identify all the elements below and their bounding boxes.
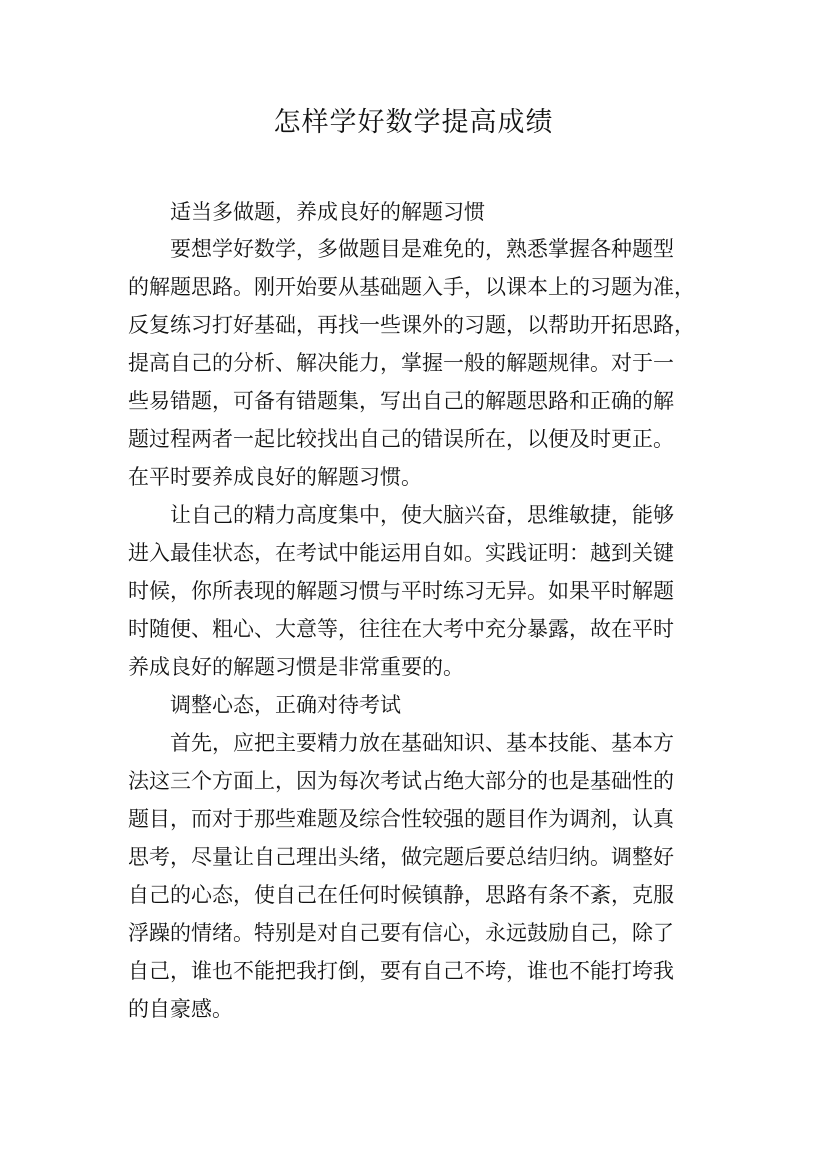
paragraph-line: 首先，应把主要精力放在基础知识、基本技能、基本方 [170,731,674,755]
paragraph-line: 时随便、粗心、大意等，往往在大考中充分暴露，故在平时 [128,617,674,641]
paragraph-line: 的自豪感。 [128,997,233,1021]
paragraph-line: 的解题思路。刚开始要从基础题入手，以课本上的习题为准， [128,275,695,299]
paragraph-line: 反复练习打好基础，再找一些课外的习题，以帮助开拓思路， [128,313,695,337]
paragraph-line: 要想学好数学，多做题目是难免的，熟悉掌握各种题型 [170,237,674,261]
paragraph-line: 进入最佳状态，在考试中能运用自如。实践证明：越到关键 [128,541,674,565]
document-title: 怎样学好数学提高成绩 [273,107,554,138]
paragraph-line: 题过程两者一起比较找出自己的错误所在，以便及时更正。 [128,427,674,451]
section-heading-2: 调整心态，正确对待考试 [170,693,401,717]
paragraph-line: 自己的心态，使自己在任何时候镇静，思路有条不紊，克服 [128,883,674,907]
paragraph-line: 思考，尽量让自己理出头绪，做完题后要总结归纳。调整好 [128,845,674,869]
paragraph-line: 些易错题，可备有错题集，写出自己的解题思路和正确的解 [128,389,674,413]
section-heading-1: 适当多做题，养成良好的解题习惯 [170,200,485,224]
paragraph-line: 题目，而对于那些难题及综合性较强的题目作为调剂，认真 [128,807,674,831]
paragraph-line: 养成良好的解题习惯是非常重要的。 [128,655,464,679]
paragraph-line: 让自己的精力高度集中，使大脑兴奋，思维敏捷，能够 [170,503,674,527]
paragraph-line: 在平时要养成良好的解题习惯。 [128,465,422,489]
paragraph-line: 时候，你所表现的解题习惯与平时练习无异。如果平时解题 [128,579,674,603]
paragraph-line: 提高自己的分析、解决能力，掌握一般的解题规律。对于一 [128,351,674,375]
paragraph-line: 浮躁的情绪。特别是对自己要有信心，永远鼓励自己，除了 [128,921,674,945]
paragraph-line: 自己，谁也不能把我打倒，要有自己不垮，谁也不能打垮我 [128,959,674,983]
paragraph-line: 法这三个方面上，因为每次考试占绝大部分的也是基础性的 [128,769,674,793]
